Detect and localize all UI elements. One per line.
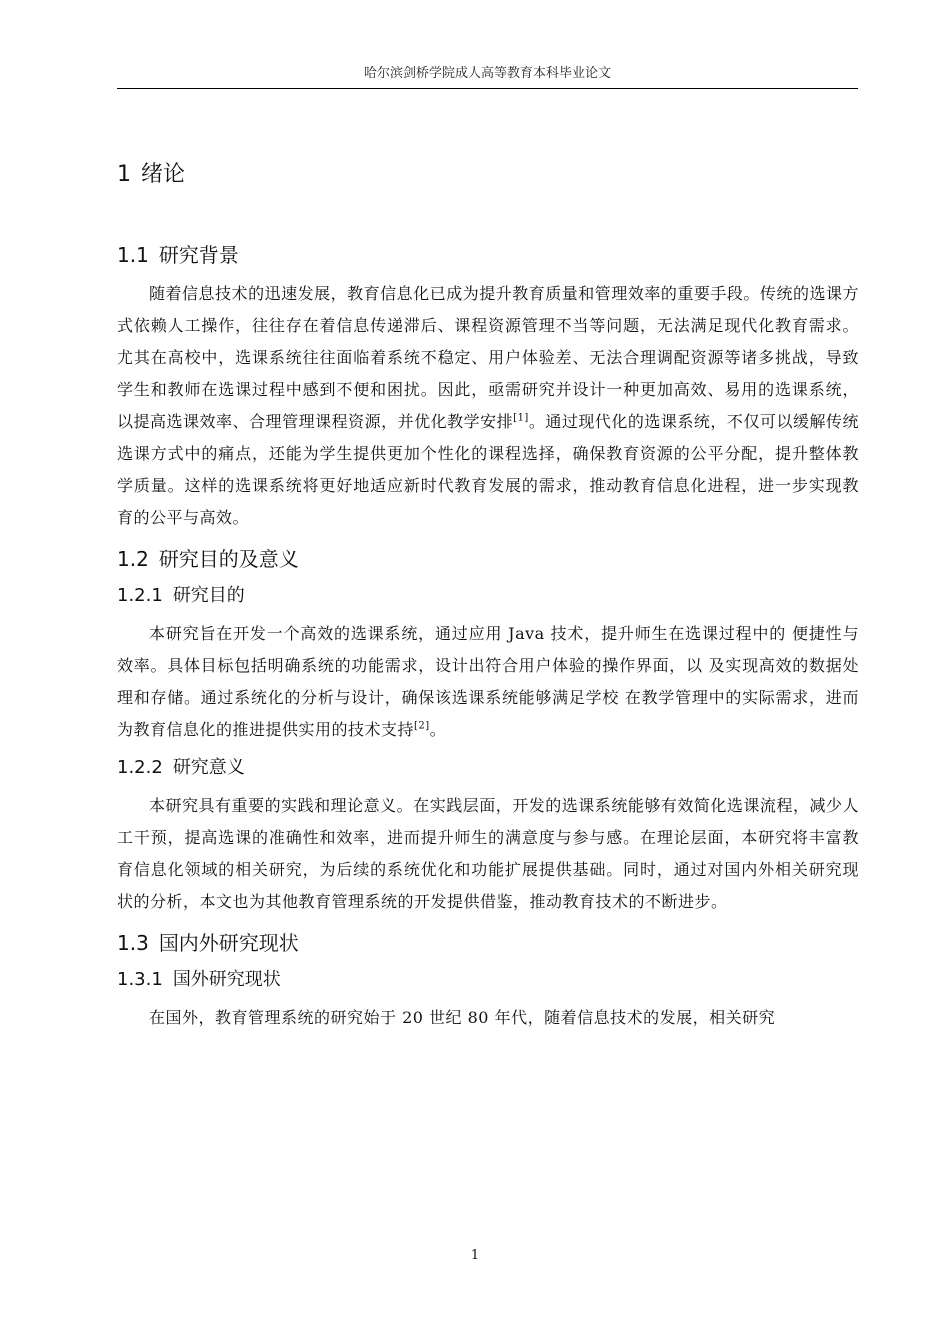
subsection-number: 1.3.1 xyxy=(117,969,163,990)
running-header-title: 哈尔滨剑桥学院成人高等教育本科毕业论文 xyxy=(363,66,611,81)
subsection-heading-1-2-2 xyxy=(117,754,859,782)
section-number: 1.1 xyxy=(117,243,149,267)
paragraph-purpose xyxy=(117,618,859,746)
paragraph-text: 。 xyxy=(429,720,447,739)
subsection-heading-1-3-1 xyxy=(117,966,859,994)
subsection-title: 研究目的 xyxy=(172,585,245,606)
paragraph-text: 。通过现代化的选课系统，不仅可以缓解传统选课方式中的痛点，还能为学生提供更加个性化的课程选择，确保教育资源的公平分配，提升整体教学质量。这样的选课系统将更好地适应新时代教育发展的需求，推动教育信息化进程，进一步实现教育的公平与高效。 xyxy=(117,412,859,527)
paragraph-text: 本研究旨在开发一个高效的选课系统，通过应用 Java 技术，提升师生在选课过程中的 便捷性与效率。具体目标包括明确系统的功能需求，设计出符合用户体验的操作界面，以 及实现高效的数据处理和存储。通过系统化的分析与设计，确保该选课系统能够满足学校 在教学管理中的实际需求，进而为教育信息化的推进提供实用的技术支持 xyxy=(117,624,859,739)
page-content xyxy=(117,140,859,1034)
subsection-number: 1.2.2 xyxy=(117,757,163,778)
subsection-title: 国外研究现状 xyxy=(172,969,281,990)
subsection-heading-1-2-1 xyxy=(117,582,859,610)
chapter-number: 1 xyxy=(117,162,131,187)
paragraph-background xyxy=(117,278,859,534)
subsection-number: 1.2.1 xyxy=(117,585,163,606)
chapter-heading xyxy=(117,160,859,190)
page-number: 1 xyxy=(470,1248,480,1263)
subsection-title: 研究意义 xyxy=(172,757,245,778)
section-title: 研究目的及意义 xyxy=(158,547,299,571)
paragraph-foreign-research: 在国外，教育管理系统的研究始于 20 世纪 80 年代，随着信息技术的发展，相关研究 xyxy=(149,1008,776,1027)
section-title: 国内外研究现状 xyxy=(158,931,299,955)
chapter-title: 绪论 xyxy=(141,162,186,187)
section-heading-1-2 xyxy=(117,544,859,574)
section-heading-1-1 xyxy=(117,240,859,270)
paragraph-text: 随着信息技术的迅速发展，教育信息化已成为提升教育质量和管理效率的重要手段。传统的选课方式依赖人工操作，往往存在着信息传递滞后、课程资源管理不当等问题，无法满足现代化教育需求。尤其在高校中，选课系统往往面临着系统不稳定、用户体验差、无法合理调配资源等诸多挑战，导致学生和教师在选课过程中感到不便和困扰。因此，亟需研究并设计一种更加高效、易用的选课系统，以提高选课效率、合理管理课程资源，并优化教学安排 xyxy=(117,284,859,431)
section-number: 1.2 xyxy=(117,547,149,571)
citation-2[interactable]: [2] xyxy=(414,720,430,732)
section-title: 研究背景 xyxy=(158,243,239,267)
paragraph-significance: 本研究具有重要的实践和理论意义。在实践层面，开发的选课系统能够有效简化选课流程，减少人工干预，提高选课的准确性和效率，进而提升师生的满意度与参与感。在理论层面，本研究将丰富教育信息化领域的相关研究，为后续的系统优化和功能扩展提供基础。同时，通过对国内外相关研究现状的分析，本文也为其他教育管理系统的开发提供借鉴，推动教育技术的不断进步。 xyxy=(117,796,859,911)
citation-1[interactable]: [1] xyxy=(513,412,529,424)
section-number: 1.3 xyxy=(117,931,149,955)
section-heading-1-3 xyxy=(117,928,859,958)
running-header xyxy=(117,64,858,89)
